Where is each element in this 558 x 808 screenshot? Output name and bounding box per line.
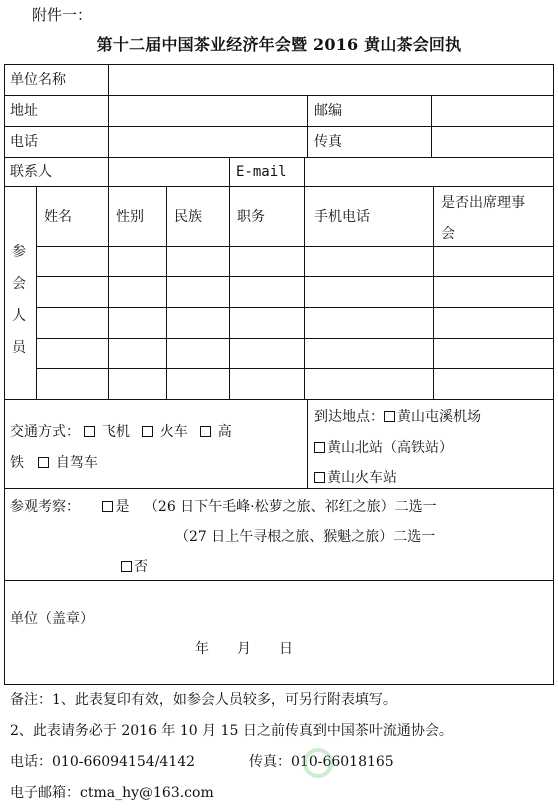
visit-yes-label: 是 — [115, 499, 130, 515]
high-speed-rail-label-cont: 铁 — [10, 455, 24, 471]
arrival-option-2 — [314, 441, 453, 455]
date-label: 年 月 日 — [195, 641, 293, 657]
phone-label: 电话 — [10, 134, 38, 150]
attendees-label-char: 会 — [12, 276, 26, 292]
email-label: E-mail — [236, 164, 287, 180]
plane-label: 飞机 — [101, 424, 130, 440]
huangshan-north-checkbox[interactable] — [314, 442, 325, 453]
column-name: 姓名 — [44, 209, 72, 225]
page-title: 第十二届中国茶业经济年会暨 2016 黄山茶会回执 — [96, 35, 462, 54]
visit-day1-text: （26 日下午毛峰·松萝之旅、祁红之旅）二选一 — [143, 499, 437, 515]
huangshan-north-label: 黄山北站（高铁站） — [327, 440, 453, 456]
visit-day2-text: （27 日上午寻根之旅、猴魁之旅）二选一 — [175, 529, 436, 545]
note-fax: 传真：010-66018165 — [249, 754, 394, 770]
fax-label: 传真 — [314, 134, 342, 150]
visit-yes-checkbox[interactable] — [102, 501, 113, 512]
visit-option-no — [121, 560, 148, 574]
visit-no-label: 否 — [134, 559, 148, 575]
column-position: 职务 — [237, 209, 265, 225]
self-drive-label: 自驾车 — [55, 455, 98, 471]
watermark-circle — [303, 748, 333, 778]
transport-options — [10, 425, 232, 439]
tunxi-airport-label: 黄山屯溪机场 — [397, 409, 481, 425]
note-phone: 电话：010-66094154/4142 — [10, 754, 196, 770]
train-checkbox[interactable] — [142, 426, 153, 437]
attendees-label-char: 人 — [12, 308, 26, 324]
column-attend-council: 是否出席理事 — [441, 195, 525, 211]
arrival-label: 到达地点： — [314, 409, 384, 425]
transport-label: 交通方式： — [10, 424, 80, 440]
seal-label: 单位（盖章） — [10, 611, 94, 627]
column-mobile: 手机电话 — [314, 209, 370, 225]
attendees-label-char: 参 — [12, 244, 26, 260]
note-line-1: 备注：1、此表复印有效，如参会人员较多，可另行附表填写。 — [10, 692, 397, 708]
tunxi-airport-checkbox[interactable] — [384, 411, 395, 422]
arrival-option-1 — [314, 410, 481, 424]
postcode-label: 邮编 — [314, 103, 342, 119]
arrival-option-3 — [314, 471, 397, 485]
visit-option-yes — [10, 500, 437, 514]
column-ethnicity: 民族 — [174, 209, 202, 225]
note-line-2: 2、此表请务必于 2016 年 10 月 15 日之前传真到中国茶叶流通协会。 — [10, 723, 453, 739]
huangshan-station-checkbox[interactable] — [314, 472, 325, 483]
visit-label: 参观考察： — [10, 499, 80, 515]
column-gender: 性别 — [116, 209, 144, 225]
column-attend-council-cont: 会 — [441, 226, 455, 242]
high-speed-rail-checkbox[interactable] — [200, 426, 211, 437]
train-label: 火车 — [159, 424, 188, 440]
attendees-label-char: 员 — [12, 340, 26, 356]
plane-checkbox[interactable] — [84, 426, 95, 437]
self-drive-checkbox[interactable] — [38, 457, 49, 468]
contact-label: 联系人 — [10, 164, 52, 180]
attachment-label: 附件一： — [32, 6, 93, 24]
note-email: 电子邮箱：ctma_hy@163.com — [10, 785, 214, 801]
attendees-label — [10, 236, 28, 364]
visit-no-checkbox[interactable] — [121, 561, 132, 572]
address-label: 地址 — [10, 103, 38, 119]
transport-options-cont — [10, 456, 98, 470]
huangshan-station-label: 黄山火车站 — [327, 470, 397, 486]
unit-name-label: 单位名称 — [10, 72, 66, 88]
high-speed-rail-label: 高 — [217, 424, 232, 440]
